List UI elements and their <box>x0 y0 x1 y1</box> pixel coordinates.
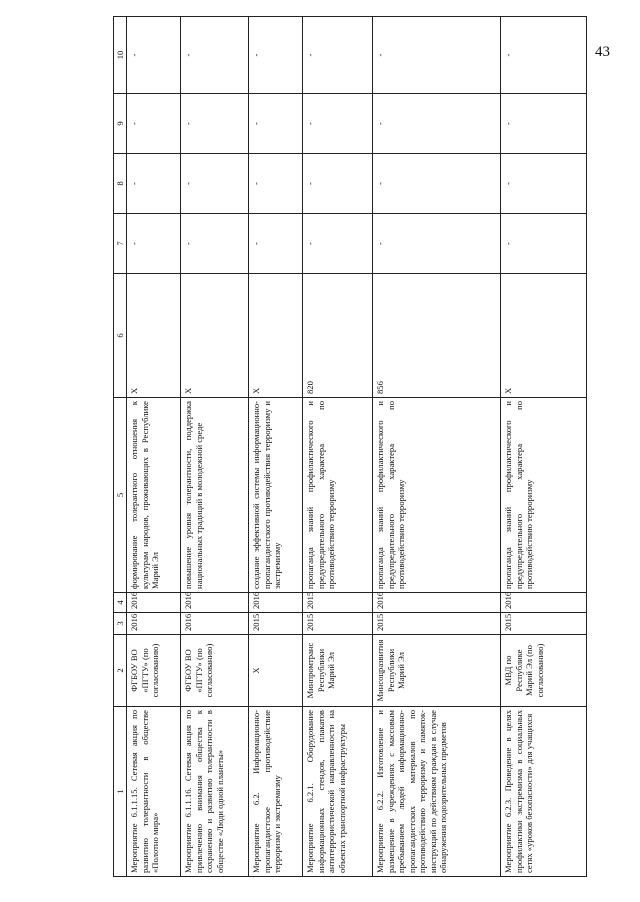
value-col10: - <box>373 17 501 94</box>
value-col8: - <box>501 154 587 214</box>
value-col10: - <box>181 17 249 94</box>
col-number: 5 <box>114 398 127 593</box>
expected-result: повышение уровня толерантности, поддержка национальных традиций в молодежной среде <box>181 398 249 593</box>
table-row <box>501 17 587 877</box>
start-year: 2016 <box>127 613 181 635</box>
event-name: Мероприятие 6.2.1. Оборудование информационных стендов, плакатов антитеррористической направленности на объектах транспортной инфраструктуры <box>303 707 373 877</box>
col-number: 4 <box>114 593 127 613</box>
expected-result: пропаганда знаний профилактического и предупредительного характера по противодействию терроризму <box>501 398 587 593</box>
value-col6: Х <box>501 274 587 398</box>
executor: ФГБОУ ВО «ПГТУ» (по согласованию) <box>127 635 181 707</box>
start-year: 2015 <box>303 613 373 635</box>
start-year: 2016 <box>181 613 249 635</box>
value-col6: 820 <box>303 274 373 398</box>
col-number: 1 <box>114 707 127 877</box>
value-col6: Х <box>181 274 249 398</box>
executor: Минпромтранс Республики Марий Эл <box>303 635 373 707</box>
value-col8: - <box>249 154 303 214</box>
value-col7: - <box>127 214 181 274</box>
table-row <box>181 17 249 877</box>
executor: Х <box>249 635 303 707</box>
col-number: 2 <box>114 635 127 707</box>
value-col6: Х <box>249 274 303 398</box>
table-row <box>303 17 373 877</box>
value-col9: - <box>501 94 587 154</box>
table-row <box>249 17 303 877</box>
column-number-row <box>114 17 127 877</box>
events-table <box>113 16 587 877</box>
table-row <box>127 17 181 877</box>
value-col7: - <box>249 214 303 274</box>
event-name: Мероприятие 6.2.3. Проведение в целях профилактики экстремизма в социальных сетях «уроков безопасности» для учащихся <box>501 707 587 877</box>
value-col9: - <box>303 94 373 154</box>
end-year: 2016 <box>181 593 249 613</box>
value-col10: - <box>249 17 303 94</box>
value-col8: - <box>373 154 501 214</box>
end-year: 2015 <box>303 593 373 613</box>
col-number: 10 <box>114 17 127 94</box>
value-col7: - <box>501 214 587 274</box>
table-row <box>373 17 501 877</box>
value-col10: - <box>127 17 181 94</box>
col-number: 7 <box>114 214 127 274</box>
value-col6: 856 <box>373 274 501 398</box>
executor: ФГБОУ ВО «ПГТУ» (по согласованию) <box>181 635 249 707</box>
event-name: Мероприятие 6.2. Информационно-пропагандистское противодействие терроризму и экстремизму <box>249 707 303 877</box>
expected-result: создание эффективной системы информационно-пропагандистского противодействия терроризму и экстремизму <box>249 398 303 593</box>
end-year: 2016 <box>249 593 303 613</box>
value-col7: - <box>303 214 373 274</box>
value-col7: - <box>373 214 501 274</box>
end-year: 2016 <box>501 593 587 613</box>
col-number: 3 <box>114 613 127 635</box>
event-name: Мероприятие 6.2.2. Изготовление и размещение в учреждениях с массовым пребыванием людей информационно-пропагандистских материалов по противодействию терроризму и памяток-инструкций по действиям граждан в случае обнаружения подозрительных предметов <box>373 707 501 877</box>
value-col8: - <box>127 154 181 214</box>
event-name: Мероприятие 6.1.1.16. Сетевая акция по привлечению внимания общества к сохранению и развитию толерантности в обществе «Люди одной планеты» <box>181 707 249 877</box>
value-col10: - <box>501 17 587 94</box>
end-year: 2016 <box>127 593 181 613</box>
col-number: 6 <box>114 274 127 398</box>
start-year: 2015 <box>501 613 587 635</box>
expected-result: формирование толерантного отношения к культурам народов, проживающих в Республике Марий Эл <box>127 398 181 593</box>
expected-result: пропаганда знаний профилактического и предупредительного характера по противодействию терроризму <box>373 398 501 593</box>
value-col9: - <box>127 94 181 154</box>
rotated-table-container <box>113 17 628 877</box>
value-col7: - <box>181 214 249 274</box>
page-number: 43 <box>595 44 610 60</box>
executor: МВД по Республике Марий Эл (по согласованию) <box>501 635 587 707</box>
col-number: 9 <box>114 94 127 154</box>
col-number: 8 <box>114 154 127 214</box>
value-col6: Х <box>127 274 181 398</box>
value-col9: - <box>181 94 249 154</box>
start-year: 2015 <box>249 613 303 635</box>
executor: Минсоцразвития Республики Марий Эл <box>373 635 501 707</box>
value-col8: - <box>181 154 249 214</box>
value-col8: - <box>303 154 373 214</box>
start-year: 2015 <box>373 613 501 635</box>
end-year: 2016 <box>373 593 501 613</box>
event-name: Мероприятие 6.1.1.15. Сетевая акция по развитию толерантности в обществе «Полотно мира» <box>127 707 181 877</box>
expected-result: пропаганда знаний профилактического и предупредительного характера по противодействию терроризму <box>303 398 373 593</box>
value-col9: - <box>249 94 303 154</box>
value-col9: - <box>373 94 501 154</box>
value-col10: - <box>303 17 373 94</box>
